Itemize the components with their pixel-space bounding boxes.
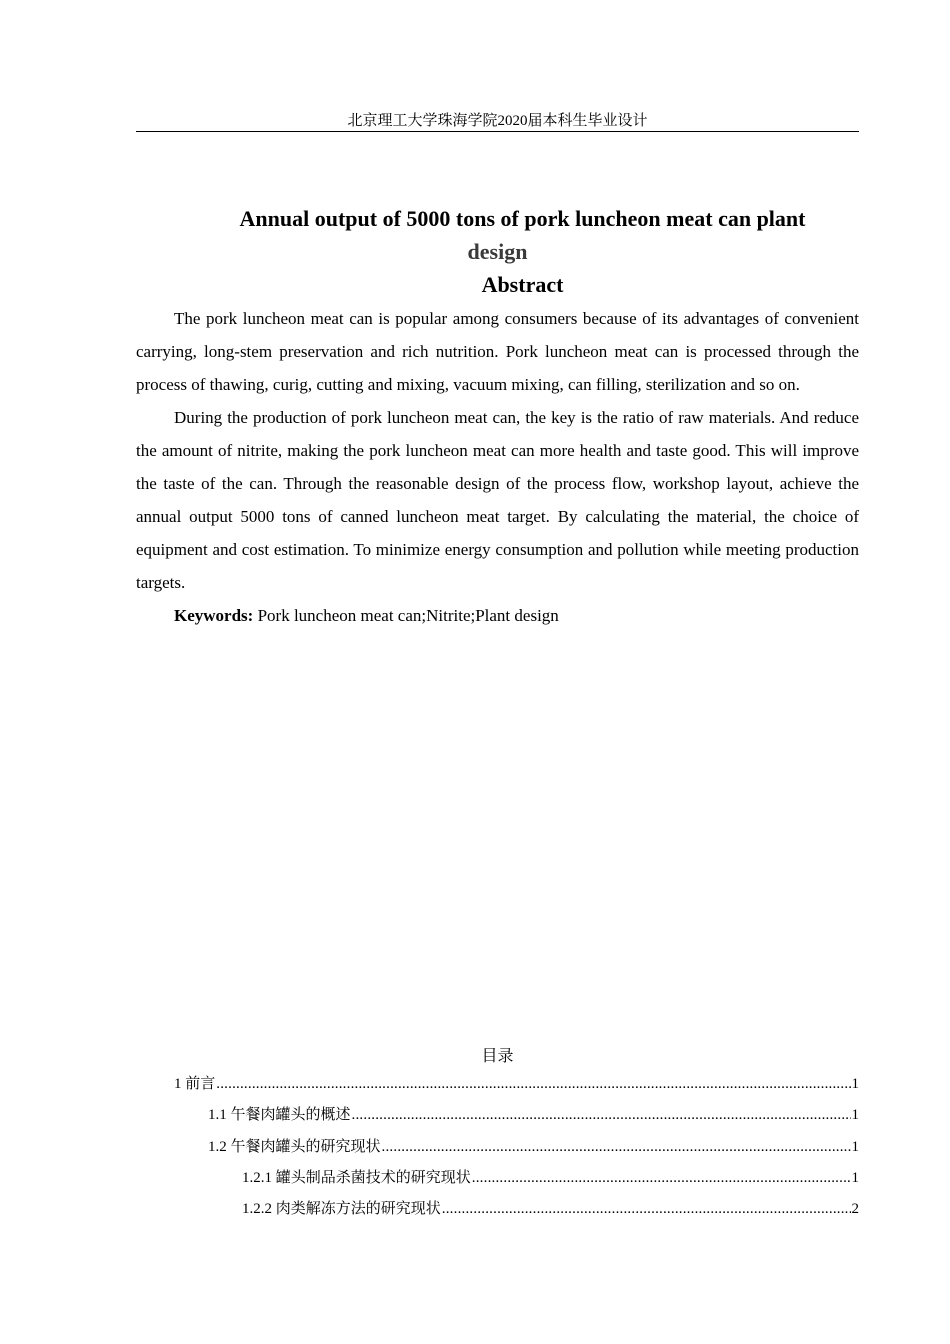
- toc-entry-page: 2: [851, 1201, 859, 1217]
- header-rule: [136, 131, 859, 132]
- toc-entry[interactable]: [242, 1198, 859, 1220]
- toc-entry[interactable]: [242, 1167, 859, 1189]
- toc-leader-dots: [382, 1136, 851, 1158]
- abstract-heading: Abstract: [481, 272, 564, 297]
- toc-entry[interactable]: [174, 1073, 859, 1095]
- keywords-line: [136, 599, 859, 632]
- toc-entry[interactable]: [208, 1104, 859, 1126]
- toc-leader-dots: [472, 1167, 851, 1189]
- toc-leader-dots: [352, 1104, 851, 1126]
- toc-title: 目录: [481, 1048, 514, 1065]
- toc-entry-label: 1.1 午餐肉罐头的概述: [208, 1107, 351, 1123]
- abstract-body: [136, 302, 859, 632]
- running-title: 北京理工大学珠海学院2020届本科生毕业设计: [347, 113, 648, 129]
- toc-entry-label: 1.2 午餐肉罐头的研究现状: [208, 1139, 381, 1155]
- abstract-paragraph: During the production of pork luncheon meat can, the key is the ratio of raw materials. And reduce the amount of nitrite, making the pork luncheon meat can more health and taste good. This will improve the taste of the can. Through the reasonable design of the process flow, workshop layout, achieve the annual output 5000 tons of canned luncheon meat target. By calculating the material, the choice of equipment and cost estimation. To minimize energy consumption and pollution while meeting production targets.: [136, 408, 859, 592]
- toc-entry-label: 1 前言: [174, 1076, 216, 1092]
- paper-title: Annual output of 5000 tons of pork luncheon meat can plant: [239, 206, 806, 231]
- toc-entry-label: 1.2.1 罐头制品杀菌技术的研究现状: [242, 1170, 471, 1186]
- toc-leader-dots: [442, 1198, 851, 1220]
- paper-title-continuation: design: [467, 239, 528, 264]
- toc-leader-dots: [216, 1073, 850, 1095]
- abstract-paragraph: The pork luncheon meat can is popular among consumers because of its advantages of convenient carrying, long-stem preservation and rich nutrition. Pork luncheon meat can is processed through the process of thawing, curig, cutting and mixing, vacuum mixing, can filling, sterilization and so on.: [136, 309, 859, 394]
- toc-entry-page: 1: [851, 1170, 859, 1186]
- toc-entry-page: 1: [851, 1076, 859, 1092]
- toc-entry[interactable]: [208, 1136, 859, 1158]
- toc-entry-label: 1.2.2 肉类解冻方法的研究现状: [242, 1201, 441, 1217]
- keywords-value: Pork luncheon meat can;Nitrite;Plant design: [253, 606, 559, 625]
- toc-entry-page: 1: [851, 1107, 859, 1123]
- keywords-label: Keywords:: [174, 606, 254, 625]
- toc-entry-page: 1: [851, 1139, 859, 1155]
